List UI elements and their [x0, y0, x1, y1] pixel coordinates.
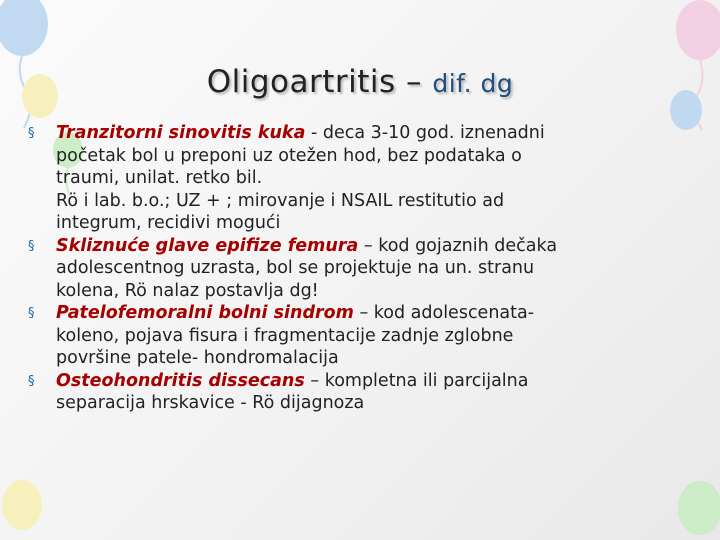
- bullet-text: površine patele- hondromalacija: [56, 348, 339, 368]
- bullet-text: početak bol u preponi uz otežen hod, bez podataka o: [56, 145, 522, 166]
- bullet-item: [28, 302, 678, 370]
- bullet-marker-icon: §: [28, 126, 35, 141]
- bullet-term: Tranzitorni sinovitis kuka: [56, 123, 306, 143]
- bullet-text: - deca 3-10 god. iznenadni: [305, 123, 545, 143]
- title-main: Oligoartritis –: [206, 64, 433, 100]
- bullet-text: traumi, unilat. retko bil.: [56, 168, 263, 188]
- bullet-text: – kod adolescenata-: [353, 303, 535, 323]
- bullet-term: Osteohondritis dissecans: [56, 370, 305, 391]
- bullet-text: separacija hrskavice - Rö dijagnoza: [56, 393, 365, 413]
- bullet-item: [28, 370, 678, 415]
- bullet-list: [28, 122, 678, 415]
- bullet-marker-icon: §: [28, 238, 35, 254]
- bullet-item: [28, 235, 678, 303]
- bullet-text: koleno, pojava fisura i fragmentacije zadnje zglobne: [56, 325, 514, 346]
- bullet-text: integrum, recidivi mogući: [56, 213, 281, 233]
- bullet-marker-icon: §: [28, 306, 35, 321]
- bullet-term: Patelofemoralni bolni sindrom: [56, 303, 354, 323]
- bullet-text: – kompletna ili parcijalna: [304, 370, 529, 391]
- title-sub: dif. dg: [432, 69, 514, 98]
- bullet-marker-icon: §: [28, 373, 35, 389]
- slide-title: [0, 64, 720, 100]
- bullet-text: kolena, Rö nalaz postavlja dg!: [56, 280, 319, 301]
- bullet-term: Skliznuće glave epifize femura: [56, 235, 359, 256]
- bullet-text: adolescentnog uzrasta, bol se projektuje na un. stranu: [56, 258, 535, 278]
- bullet-text: – kod gojaznih dečaka: [358, 235, 558, 256]
- bullet-text: Rö i lab. b.o.; UZ + ; mirovanje i NSAIL restitutio ad: [56, 190, 505, 211]
- bullet-item: [28, 122, 678, 235]
